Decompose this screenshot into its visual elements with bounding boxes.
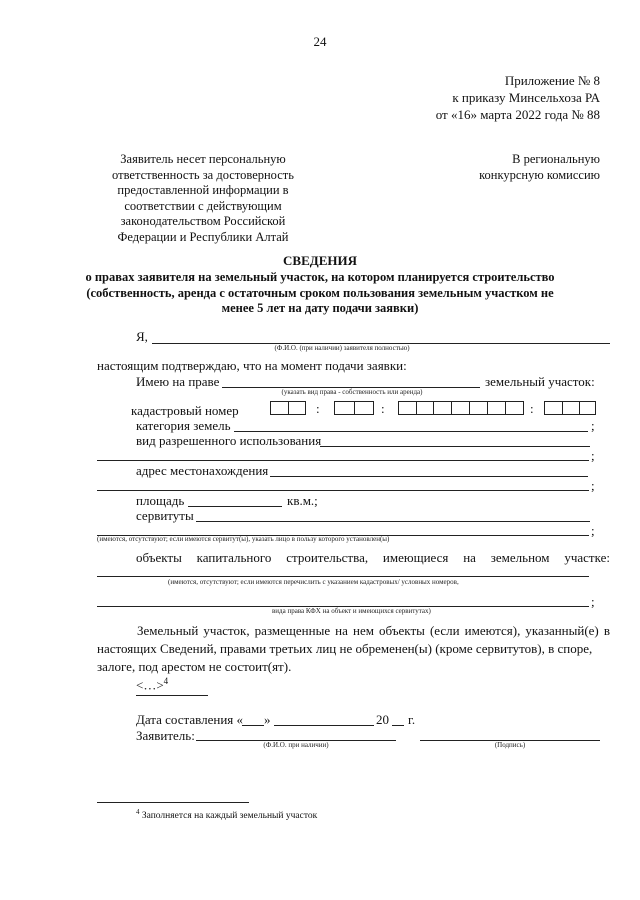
- ellipsis-underline: [136, 695, 208, 696]
- usage-field-continued[interactable]: [97, 460, 589, 461]
- statement-line: залоге, под арестом не состоит(ят).: [97, 659, 292, 674]
- cadastral-box-2[interactable]: [334, 401, 374, 415]
- right-suffix: земельный участок:: [485, 374, 595, 389]
- category-field[interactable]: [234, 431, 588, 432]
- i-label: Я,: [136, 329, 148, 344]
- address-label: адрес местонахождения: [136, 463, 269, 478]
- easement-field[interactable]: [196, 521, 590, 522]
- objects-word: на: [463, 550, 476, 565]
- date-month-field[interactable]: [274, 725, 374, 726]
- usage-field[interactable]: [320, 446, 590, 447]
- right-label: Имею на праве: [136, 374, 220, 389]
- easement-caption: (имеются, отсутствуют; если имеются сервитут(ы), указать лицо в пользу которого установлен(ы): [97, 535, 390, 543]
- disclaimer-line: предоставленной информации в: [117, 183, 289, 197]
- disclaimer: [100, 152, 306, 245]
- signature-caption: (Подпись): [494, 741, 526, 749]
- address-field-continued[interactable]: [97, 490, 589, 491]
- disclaimer-line: законодательством Российской: [120, 214, 286, 228]
- objects-field[interactable]: [97, 576, 589, 577]
- area-field[interactable]: [188, 506, 282, 507]
- ellipsis-footnote-ref: 4: [163, 676, 169, 686]
- easement-label: сервитуты: [136, 508, 194, 523]
- date-close: »: [264, 712, 271, 727]
- subtitle-line: менее 5 лет на дату подачи заявки): [221, 301, 419, 315]
- statement-line: Земельный участок, размещенные на нем объекты (если имеются), указанный(е) в: [137, 623, 610, 638]
- appendix-line-3: от «16» марта 2022 года № 88: [435, 107, 600, 122]
- year-suffix: г.: [408, 712, 416, 727]
- objects-word: земельном: [490, 550, 550, 565]
- year-prefix: 20: [376, 712, 389, 727]
- objects-caption-2: вида права КФХ на объект и имеющихся сервитутах): [272, 607, 431, 615]
- colon: :: [316, 401, 320, 416]
- page-number: 24: [313, 34, 327, 49]
- footnote-text: Заполняется на каждый земельный участок: [141, 811, 318, 822]
- objects-word: строительства,: [286, 550, 369, 565]
- area-unit: кв.м.;: [287, 493, 318, 508]
- disclaimer-line: Заявитель несет персональную: [120, 152, 286, 166]
- objects-caption-1: (имеются, отсутствуют; если имеются перечислить с указанием кадастровых/ условных номеров,: [168, 578, 459, 586]
- footnote: [136, 808, 317, 821]
- category-label: категория земель: [136, 418, 231, 433]
- colon: :: [381, 401, 385, 416]
- date-day-field[interactable]: [242, 725, 264, 726]
- confirm-text: настоящим подтверждаю, что на момент подачи заявки:: [97, 358, 407, 373]
- semicolon: ;: [591, 594, 595, 609]
- addressee: [430, 152, 600, 183]
- semicolon: ;: [591, 418, 595, 433]
- right-caption: (указать вид права - собственность или аренда): [281, 388, 423, 396]
- objects-word: капитального: [196, 550, 272, 565]
- semicolon: ;: [591, 448, 595, 463]
- objects-word: имеющиеся: [382, 550, 449, 565]
- area-label: площадь: [136, 493, 185, 508]
- document-title: СВЕДЕНИЯ: [283, 253, 357, 268]
- objects-word: объекты: [136, 550, 182, 565]
- ellipsis: [136, 676, 168, 693]
- usage-label: вид разрешенного использования: [136, 433, 322, 448]
- applicant-label: Заявитель:: [136, 728, 195, 743]
- disclaimer-line: Федерации и Республики Алтай: [117, 229, 289, 244]
- appendix-block: [404, 72, 600, 123]
- document-subtitle: [60, 270, 580, 317]
- appendix-line-1: Приложение № 8: [504, 73, 600, 88]
- appendix-line-2: к приказу Минсельхоза РА: [452, 90, 600, 105]
- semicolon: ;: [591, 523, 595, 538]
- address-field[interactable]: [270, 476, 588, 477]
- footnote-separator: [97, 802, 249, 803]
- colon: :: [530, 401, 534, 416]
- objects-word: участке:: [564, 550, 610, 565]
- date-label: Дата составления «: [136, 712, 244, 727]
- objects-label: [136, 550, 610, 566]
- fio-caption: (Ф.И.О. (при наличии) заявителя полностью): [274, 344, 410, 352]
- subtitle-line: (собственность, аренда с остаточным сроком пользования земельным участком не: [86, 285, 554, 300]
- addressee-line: В региональную: [512, 152, 600, 166]
- addressee-line: конкурсную комиссию: [479, 167, 600, 182]
- disclaimer-line: ответственность за достоверность: [112, 167, 294, 182]
- statement: [97, 622, 610, 676]
- cadastral-label: кадастровый номер: [131, 403, 239, 418]
- date-year-field[interactable]: [392, 725, 404, 726]
- ellipsis-text: <…>: [136, 677, 164, 693]
- cadastral-box-3[interactable]: [398, 401, 524, 415]
- cadastral-box-1[interactable]: [270, 401, 306, 415]
- footnote-mark: 4: [136, 808, 140, 816]
- semicolon: ;: [591, 478, 595, 493]
- disclaimer-line: соответствии с действующим: [124, 198, 282, 213]
- statement-line: настоящих Сведений, правами третьих лиц не обременен(ы) (кроме сервитутов), в споре,: [97, 641, 593, 656]
- applicant-caption: (Ф.И.О. при наличии): [263, 741, 329, 749]
- cadastral-box-4[interactable]: [544, 401, 596, 415]
- subtitle-line: о правах заявителя на земельный участок, на котором планируется строительство: [85, 270, 555, 284]
